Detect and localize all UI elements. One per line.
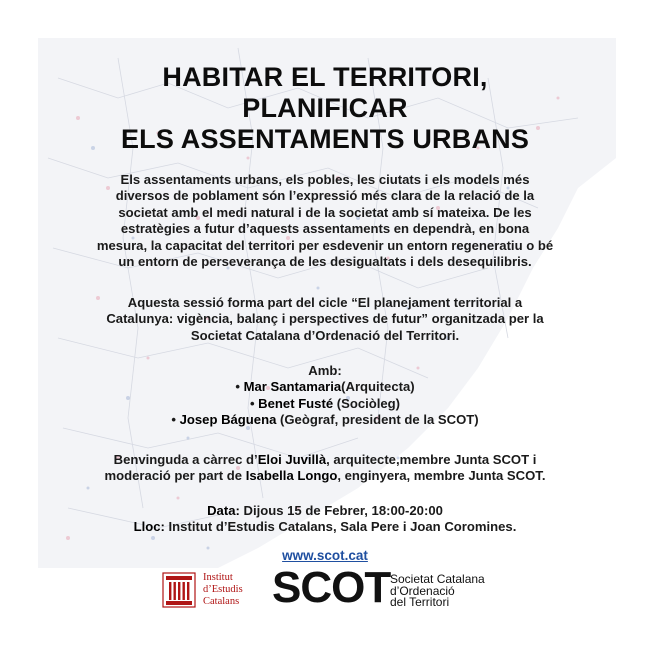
intro-paragraph xyxy=(60,172,590,270)
place-line xyxy=(60,519,590,535)
iec-logo xyxy=(162,572,252,608)
date-label: Data: xyxy=(207,503,240,518)
speaker-item xyxy=(60,412,590,428)
iec-name-line: d’Estudis xyxy=(203,584,243,595)
bullet: • xyxy=(249,395,259,411)
intro-line: societat amb el medi natural i de la societat amb sí mateixa. De les xyxy=(118,204,532,220)
speaker-item xyxy=(60,379,590,395)
event-details xyxy=(60,503,590,536)
scot-name-line: Societat Catalana xyxy=(390,572,485,586)
intro-line: estratègies a futur d’aquests assentaments en dependrà, en bona xyxy=(120,221,530,237)
cycle-paragraph xyxy=(60,295,590,344)
welcome-paragraph xyxy=(60,452,590,485)
speakers-section xyxy=(60,363,590,429)
page-title xyxy=(40,62,610,155)
cycle-line: Societat Catalana d’Ordenació del Territori. xyxy=(190,327,460,343)
cycle-line: Catalunya: vigència, balanç i perspectives de futur” organitzada per la xyxy=(106,311,544,327)
moderator-name: Isabella Longo xyxy=(245,468,338,484)
scot-logo xyxy=(272,563,532,614)
website-link[interactable]: www.scot.cat xyxy=(282,548,368,563)
iec-name-line: Catalans xyxy=(203,596,240,607)
bullet: • xyxy=(171,412,180,428)
place-label: Lloc: xyxy=(133,519,165,535)
speaker-name: Mar Santamaria xyxy=(243,379,342,395)
intro-line: diversos de poblament són l’expressió més clara de la relació de la xyxy=(115,188,535,204)
scot-name-line: d’Ordenació xyxy=(390,583,455,598)
welcome-text: , arquitecte,membre Junta SCOT i xyxy=(326,452,537,467)
date-value: Dijous 15 de Febrer, 18:00-20:00 xyxy=(239,503,443,518)
speakers-heading: Amb: xyxy=(308,363,342,378)
welcome-line xyxy=(60,452,590,468)
iec-name xyxy=(203,572,243,608)
speaker-role: (Arquitecta) xyxy=(341,379,415,395)
cycle-line: Aquesta sessió forma part del cicle “El planejament territorial a xyxy=(127,295,523,310)
speaker-name: Benet Fusté xyxy=(258,395,334,411)
place-value: Institut d’Estudis Catalans, Sala Pere i Joan Coromines. xyxy=(164,519,517,535)
welcome-host-name: Eloi Juvillà xyxy=(257,452,327,467)
speaker-role: (Sociòleg) xyxy=(333,395,401,411)
date-line xyxy=(60,503,590,519)
iec-crest-icon xyxy=(162,572,196,608)
welcome-text: moderació per part de xyxy=(104,468,246,484)
scot-name-line: del Territori xyxy=(390,595,450,609)
iec-name-line: Institut xyxy=(203,572,233,583)
speaker-role: (Geògraf, president de la SCOT) xyxy=(276,412,479,428)
welcome-text: Benvinguda a càrrec d’ xyxy=(113,452,258,467)
bullet: • xyxy=(235,379,244,395)
intro-line: mesura, la capacitat del territori per esdevenir un entorn regeneratiu o bé xyxy=(96,237,554,253)
welcome-line xyxy=(60,468,590,484)
title-line: ELS ASSENTAMENTS URBANS xyxy=(120,124,530,154)
title-line: PLANIFICAR xyxy=(242,93,408,123)
scot-wordmark: SCOT xyxy=(272,563,391,612)
welcome-text: , enginyera, membre Junta SCOT. xyxy=(337,468,546,484)
intro-line: Els assentaments urbans, els pobles, les ciutats i els models més xyxy=(120,172,530,187)
scot-full-name xyxy=(390,574,485,609)
speaker-name: Josep Báguena xyxy=(179,412,277,428)
title-line: HABITAR EL TERRITORI, xyxy=(162,62,488,92)
intro-line: un entorn de perseverança de les desigualtats i dels desequilibris. xyxy=(118,254,532,270)
speaker-item xyxy=(60,396,590,412)
